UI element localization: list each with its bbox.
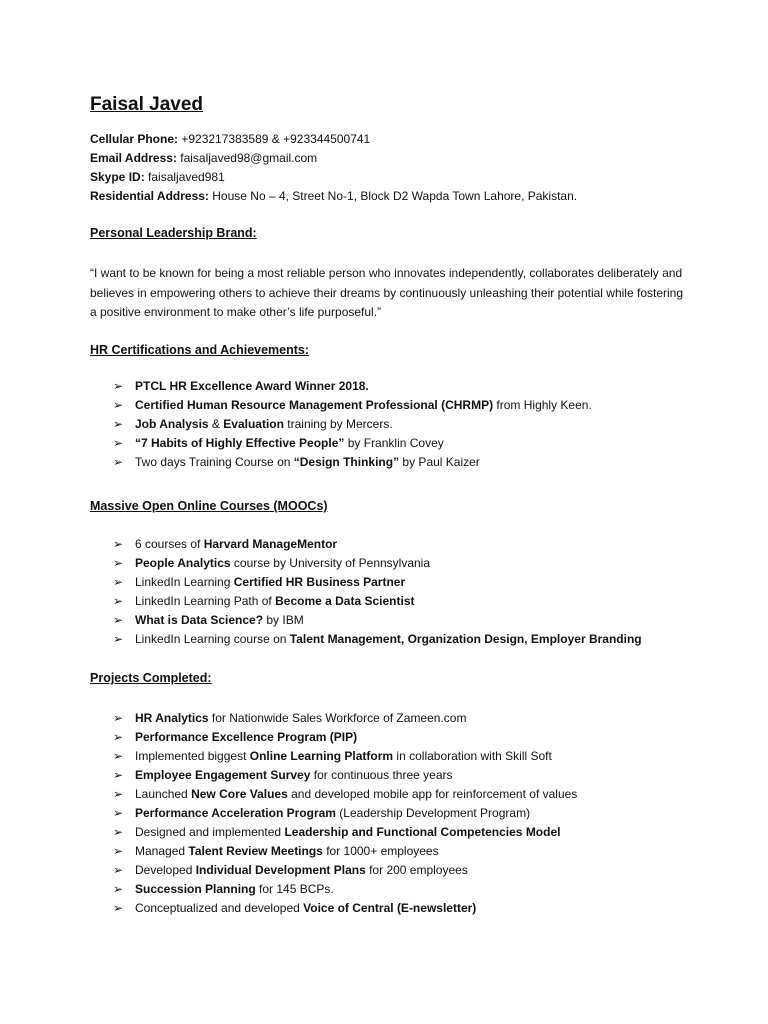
arrow-bullet-icon: ➢: [113, 825, 124, 839]
emphasis-text: Evaluation: [223, 417, 284, 431]
certifications-list: [113, 377, 592, 472]
list-item: [113, 415, 592, 434]
projects-heading: Projects Completed:: [90, 671, 212, 685]
address-label: Residential Address:: [90, 189, 209, 203]
email-line: [90, 149, 577, 168]
list-item: [113, 396, 592, 415]
phone-line: [90, 130, 577, 149]
arrow-bullet-icon: ➢: [113, 632, 124, 646]
arrow-bullet-icon: ➢: [113, 455, 124, 469]
emphasis-text: Performance Acceleration Program: [135, 806, 336, 820]
arrow-bullet-icon: ➢: [113, 749, 124, 763]
list-item: [113, 747, 577, 766]
item-text: (Leadership Development Program): [335, 806, 531, 820]
arrow-bullet-icon: ➢: [113, 901, 124, 915]
emphasis-text: Individual Development Plans: [195, 863, 366, 877]
item-text: for 145 BCPs.: [255, 882, 334, 896]
skype-value: faisaljaved981: [144, 170, 225, 184]
phone-label: Cellular Phone:: [90, 132, 179, 146]
arrow-bullet-icon: ➢: [113, 379, 124, 393]
emphasis-text: Certified HR Business Partner: [233, 575, 406, 589]
emphasis-text: What is Data Science?: [135, 613, 264, 627]
list-item: [113, 766, 577, 785]
phone-value: +923217383589 & +923344500741: [178, 132, 371, 146]
arrow-bullet-icon: ➢: [113, 613, 124, 627]
item-text: course by University of Pennsylvania: [230, 556, 431, 570]
list-item: [113, 728, 577, 747]
emphasis-text: Harvard ManageMentor: [203, 537, 338, 551]
emphasis-text: People Analytics: [135, 556, 231, 570]
emphasis-text: Talent Review Meetings: [188, 844, 323, 858]
arrow-bullet-icon: ➢: [113, 537, 124, 551]
item-text: Managed: [135, 844, 189, 858]
item-text: for continuous three years: [310, 768, 453, 782]
emphasis-text: “7 Habits of Highly Effective People”: [135, 436, 345, 450]
list-item: [113, 880, 577, 899]
item-text: from Highly Keen.: [493, 398, 592, 412]
arrow-bullet-icon: ➢: [113, 398, 124, 412]
email-value: faisaljaved98@gmail.com: [176, 151, 318, 165]
address-value: House No – 4, Street No-1, Block D2 Wapda Town Lahore, Pakistan.: [208, 189, 578, 203]
arrow-bullet-icon: ➢: [113, 436, 124, 450]
item-text: Launched: [135, 787, 192, 801]
arrow-bullet-icon: ➢: [113, 844, 124, 858]
item-text: LinkedIn Learning Path of: [135, 594, 276, 608]
item-text: for 200 employees: [365, 863, 468, 877]
emphasis-text: “Design Thinking”: [293, 455, 400, 469]
brand-quote: “I want to be known for being a most reliable person who innovates independently, collaborates deliberately and believes in empowering others to achieve their dreams by continuously unleashing their potential while fostering a positive environment to make other’s life purposeful.”: [90, 266, 684, 319]
skype-line: [90, 168, 577, 187]
item-text: Conceptualized and developed: [135, 901, 304, 915]
item-text: &: [208, 417, 224, 431]
list-item: [113, 377, 592, 396]
brand-heading: Personal Leadership Brand:: [90, 226, 257, 240]
emphasis-text: Performance Excellence Program (PIP): [135, 730, 358, 744]
emphasis-text: Voice of Central (E-newsletter): [303, 901, 477, 915]
item-text: by Franklin Covey: [344, 436, 444, 450]
arrow-bullet-icon: ➢: [113, 863, 124, 877]
emphasis-text: Become a Data Scientist: [275, 594, 415, 608]
arrow-bullet-icon: ➢: [113, 787, 124, 801]
emphasis-text: Job Analysis: [135, 417, 209, 431]
moocs-heading: Massive Open Online Courses (MOOCs): [90, 499, 328, 513]
arrow-bullet-icon: ➢: [113, 556, 124, 570]
arrow-bullet-icon: ➢: [113, 806, 124, 820]
item-text: training by Mercers.: [283, 417, 393, 431]
item-text: in collaboration with Skill Soft: [393, 749, 552, 763]
item-text: for Nationwide Sales Workforce of Zameen.com: [208, 711, 467, 725]
list-item: [113, 434, 592, 453]
list-item: [113, 592, 642, 611]
emphasis-text: HR Analytics: [135, 711, 209, 725]
item-text: LinkedIn Learning: [135, 575, 234, 589]
contact-block: [90, 130, 577, 206]
list-item: [113, 899, 577, 918]
item-text: 6 courses of: [135, 537, 204, 551]
item-text: Designed and implemented: [135, 825, 285, 839]
emphasis-text: Certified Human Resource Management Professional (CHRMP): [135, 398, 494, 412]
list-item: [113, 804, 577, 823]
list-item: [113, 785, 577, 804]
emphasis-text: New Core Values: [191, 787, 288, 801]
arrow-bullet-icon: ➢: [113, 575, 124, 589]
certifications-heading: HR Certifications and Achievements:: [90, 343, 310, 357]
address-line: [90, 187, 577, 206]
item-text: LinkedIn Learning course on: [135, 632, 290, 646]
arrow-bullet-icon: ➢: [113, 768, 124, 782]
emphasis-text: Talent Management, Organization Design, Employer Branding: [289, 632, 642, 646]
list-item: [113, 573, 642, 592]
list-item: [113, 630, 642, 649]
item-text: for 1000+ employees: [322, 844, 439, 858]
list-item: [113, 611, 642, 630]
arrow-bullet-icon: ➢: [113, 730, 124, 744]
list-item: [113, 453, 592, 472]
item-text: Developed: [135, 863, 196, 877]
list-item: [113, 842, 577, 861]
moocs-list: [113, 535, 642, 649]
item-text: Two days Training Course on: [135, 455, 294, 469]
item-text: by Paul Kaizer: [399, 455, 480, 469]
list-item: [113, 823, 577, 842]
candidate-name: Faisal Javed: [90, 94, 204, 115]
email-label: Email Address:: [90, 151, 177, 165]
item-text: and developed mobile app for reinforcement of values: [287, 787, 578, 801]
arrow-bullet-icon: ➢: [113, 417, 124, 431]
arrow-bullet-icon: ➢: [113, 594, 124, 608]
list-item: [113, 535, 642, 554]
skype-label: Skype ID:: [90, 170, 145, 184]
list-item: [113, 554, 642, 573]
arrow-bullet-icon: ➢: [113, 711, 124, 725]
emphasis-text: Leadership and Functional Competencies Model: [284, 825, 561, 839]
list-item: [113, 709, 577, 728]
item-text: Implemented biggest: [135, 749, 250, 763]
emphasis-text: Online Learning Platform: [249, 749, 394, 763]
projects-list: [113, 709, 577, 918]
emphasis-text: Succession Planning: [135, 882, 256, 896]
arrow-bullet-icon: ➢: [113, 882, 124, 896]
emphasis-text: PTCL HR Excellence Award Winner 2018.: [135, 379, 369, 393]
item-text: by IBM: [263, 613, 304, 627]
list-item: [113, 861, 577, 880]
emphasis-text: Employee Engagement Survey: [135, 768, 311, 782]
